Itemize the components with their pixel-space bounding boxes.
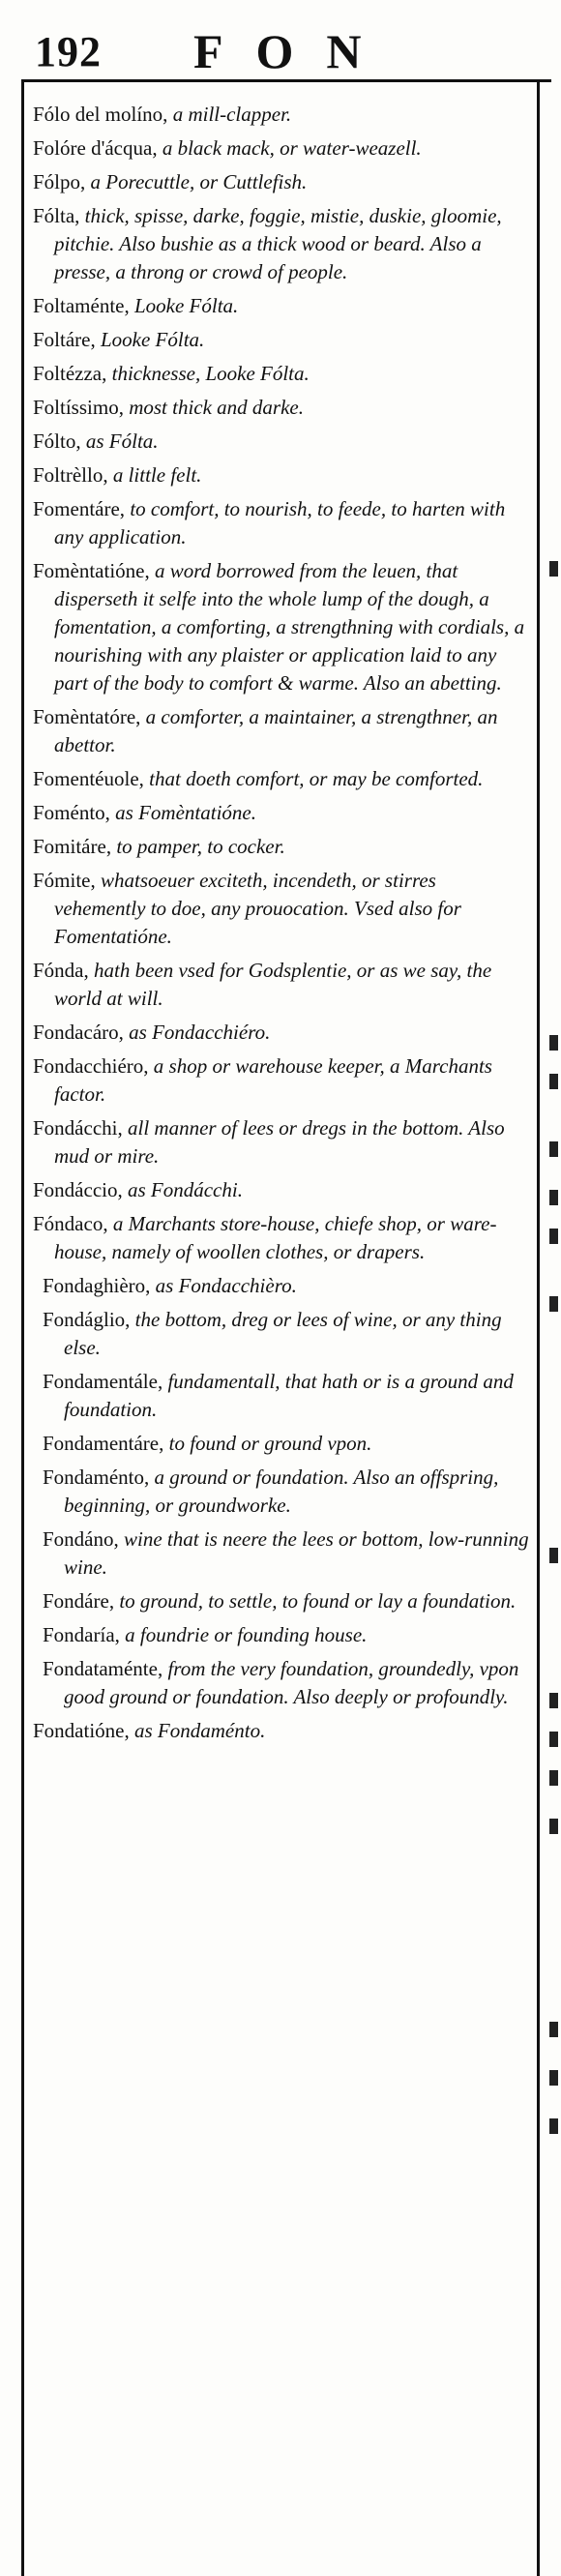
entry-definition: the bottom, dreg or lees of wine, or any thing else. bbox=[64, 1308, 502, 1359]
entry-headword: Fondaménto, bbox=[43, 1466, 150, 1489]
entry-headword: Folóre d'ácqua, bbox=[33, 136, 158, 160]
entry-definition: as Fondacchièro. bbox=[150, 1274, 297, 1297]
entry-definition: a foundrie or founding house. bbox=[119, 1623, 368, 1646]
entry-headword: Fondácchi, bbox=[33, 1116, 123, 1140]
entry bbox=[33, 957, 532, 1013]
entry bbox=[33, 360, 532, 388]
entry-headword: Fondaría, bbox=[43, 1623, 120, 1646]
entry-headword: Fólto, bbox=[33, 429, 81, 453]
entry-definition: from the very foundation, groundedly, vpon good ground or foundation. Also deeply or profoundly. bbox=[64, 1657, 519, 1708]
entry-headword: Fondáre, bbox=[43, 1589, 115, 1613]
entry bbox=[33, 1655, 532, 1711]
entry bbox=[33, 1464, 532, 1520]
entry-headword: Fondáno, bbox=[43, 1527, 119, 1551]
entry-definition: hath been vsed for Godsplentie, or as we say, the world at will. bbox=[54, 959, 492, 1010]
entry bbox=[33, 495, 532, 551]
entry-definition: a Porecuttle, or Cuttlefish. bbox=[85, 170, 308, 193]
entry-definition: most thick and darke. bbox=[123, 396, 304, 419]
entry-headword: Fónda, bbox=[33, 959, 89, 982]
entry-list bbox=[33, 101, 532, 1751]
entry-definition: as Fondacchiéro. bbox=[123, 1021, 271, 1044]
entry-headword: Fomentáre, bbox=[33, 497, 126, 520]
entry-headword: Fondamentále, bbox=[43, 1370, 163, 1393]
entry-definition: a ground or foundation. Also an offspring, beginning, or groundworke. bbox=[64, 1466, 499, 1517]
entry-definition: wine that is neere the lees or bottom, low-running wine. bbox=[64, 1527, 529, 1579]
entry-definition: to ground, to settle, to found or lay a foundation. bbox=[114, 1589, 517, 1613]
entry-definition: fundamentall, that hath or is a ground and foundation. bbox=[64, 1370, 514, 1421]
page-number: 192 bbox=[35, 28, 102, 75]
entry-definition: to found or ground vpon. bbox=[163, 1432, 372, 1455]
entry-headword: Fóndaco, bbox=[33, 1212, 108, 1235]
entry bbox=[33, 1621, 532, 1649]
entry-headword: Fomèntatóre, bbox=[33, 705, 141, 728]
entry bbox=[33, 461, 532, 489]
facing-page-bleed bbox=[547, 0, 561, 2576]
entry bbox=[33, 428, 532, 456]
entry-definition: to pamper, to cocker. bbox=[111, 835, 285, 858]
entry-definition: a black mack, or water-weazell. bbox=[157, 136, 422, 160]
entry-definition: a shop or warehouse keeper, a Marchants factor. bbox=[54, 1054, 492, 1106]
entry-headword: Foltézza, bbox=[33, 362, 107, 385]
entry-definition: as Fomèntatióne. bbox=[109, 801, 256, 824]
entry bbox=[33, 1114, 532, 1170]
entry-definition: as Fondácchi. bbox=[122, 1178, 243, 1201]
entry-headword: Fólo del molíno, bbox=[33, 103, 168, 126]
entry-definition: a Marchants store-house, chiefe shop, or ware-house, namely of woollen clothes, or drapers. bbox=[54, 1212, 497, 1263]
left-column-rule bbox=[21, 79, 24, 2576]
entry-headword: Foltrèllo, bbox=[33, 463, 108, 487]
entry-headword: Fondamentáre, bbox=[43, 1432, 164, 1455]
entry bbox=[33, 1717, 532, 1745]
entry bbox=[33, 1368, 532, 1424]
entry bbox=[33, 326, 532, 354]
entry bbox=[33, 1052, 532, 1109]
entry bbox=[33, 1430, 532, 1458]
entry-definition: Looke Fólta. bbox=[95, 328, 205, 351]
entry-definition: a mill-clapper. bbox=[167, 103, 292, 126]
entry bbox=[33, 101, 532, 129]
entry-headword: Foménto, bbox=[33, 801, 110, 824]
entry-headword: Foltáre, bbox=[33, 328, 96, 351]
entry-definition: whatsoeuer exciteth, incendeth, or stirres vehemently to doe, any prouocation. Vsed also for Fomentatióne. bbox=[54, 869, 461, 948]
entry bbox=[33, 833, 532, 861]
entry bbox=[33, 557, 532, 697]
entry-definition: as Fondaménto. bbox=[129, 1719, 266, 1742]
entry-definition: all manner of lees or dregs in the bottom. Also mud or mire. bbox=[54, 1116, 505, 1168]
entry-definition: to comfort, to nourish, to feede, to harten with any application. bbox=[54, 497, 506, 548]
entry-definition: that doeth comfort, or may be comforted. bbox=[143, 767, 484, 790]
entry-definition: a little felt. bbox=[107, 463, 202, 487]
entry-headword: Fondatióne, bbox=[33, 1719, 130, 1742]
entry bbox=[33, 867, 532, 951]
entry-headword: Foltaménte, bbox=[33, 294, 130, 317]
entry-definition: as Fólta. bbox=[80, 429, 159, 453]
entry-headword: Fondaghièro, bbox=[43, 1274, 151, 1297]
entry-headword: Fomitáre, bbox=[33, 835, 112, 858]
entry bbox=[33, 134, 532, 163]
entry bbox=[33, 1525, 532, 1582]
entry bbox=[33, 1272, 532, 1300]
entry-headword: Fondacchiéro, bbox=[33, 1054, 149, 1078]
right-column-rule bbox=[537, 79, 540, 2576]
top-rule bbox=[21, 79, 551, 82]
entry bbox=[33, 703, 532, 759]
entry-definition: thick, spisse, darke, foggie, mistie, duskie, gloomie, pitchie. Also bushie as a thick wood or beard. Also a presse, a throng or crowd of people. bbox=[54, 204, 502, 283]
entry bbox=[33, 1210, 532, 1266]
entry bbox=[33, 168, 532, 196]
entry-definition: thicknesse, Looke Fólta. bbox=[106, 362, 310, 385]
entry-definition: a comforter, a maintainer, a strengthner, an abettor. bbox=[54, 705, 498, 756]
entry-headword: Fómite, bbox=[33, 869, 96, 892]
entry-headword: Fomèntatióne, bbox=[33, 559, 150, 582]
entry-headword: Fondataménte, bbox=[43, 1657, 163, 1680]
entry bbox=[33, 1306, 532, 1362]
entry-headword: Fomentéuole, bbox=[33, 767, 144, 790]
running-head: FON bbox=[193, 24, 395, 78]
entry-headword: Foltíssimo, bbox=[33, 396, 124, 419]
entry bbox=[33, 394, 532, 422]
entry bbox=[33, 799, 532, 827]
entry-headword: Fólpo, bbox=[33, 170, 86, 193]
entry bbox=[33, 1587, 532, 1615]
entry-definition: Looke Fólta. bbox=[129, 294, 239, 317]
entry-headword: Fondáccio, bbox=[33, 1178, 123, 1201]
entry-headword: Fondacáro, bbox=[33, 1021, 124, 1044]
page-header bbox=[29, 19, 551, 77]
entry-headword: Fólta, bbox=[33, 204, 80, 227]
entry bbox=[33, 292, 532, 320]
entry bbox=[33, 1176, 532, 1204]
entry-definition: a word borrowed from the leuen, that disperseth it selfe into the whole lump of the dough, a fomentation, a comforting, a strengthning with cordials, a nourishing with any plaister or application laid to any part of the body to comfort & warme. Also an abetting. bbox=[54, 559, 525, 695]
entry bbox=[33, 1019, 532, 1047]
entry bbox=[33, 765, 532, 793]
entry bbox=[33, 202, 532, 286]
entry-headword: Fondáglio, bbox=[43, 1308, 131, 1331]
